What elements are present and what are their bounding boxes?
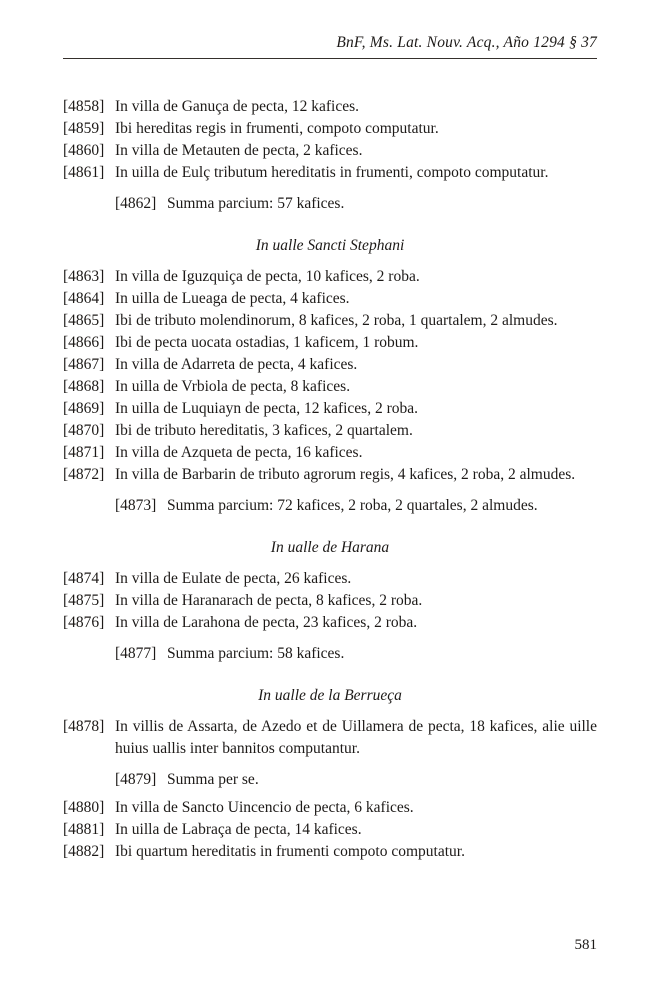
entry-text: In villa de Adarreta de pecta, 4 kafices. [115,356,358,373]
entry [63,841,597,863]
entry [63,590,597,612]
summa-entry [115,769,597,791]
entry-number: [4859] [63,120,105,137]
section-heading: In ualle de Harana [270,539,390,556]
summa-entry [115,643,597,665]
entry [63,797,597,819]
entry-number: [4878] [63,718,105,735]
entry [63,354,597,376]
entry-text: In villa de Azqueta de pecta, 16 kafices. [115,444,363,461]
entry [63,266,597,288]
entry-number: [4860] [63,142,105,159]
section-heading: In ualle Sancti Stephani [255,237,405,254]
entry-text: Ibi de pecta uocata ostadias, 1 kaficem, 1 robum. [115,334,419,351]
page-body [63,96,597,863]
running-header-text: BnF, Ms. Lat. Nouv. Acq., Año 1294 § 37 [336,34,597,51]
entry-number: [4869] [63,400,105,417]
entry-number: [4880] [63,799,105,816]
entry-text: In villa de Iguzquiça de pecta, 10 kafices, 2 roba. [115,268,420,285]
entry-number: [4879] [115,771,157,788]
entry [63,310,597,332]
entry-number: [4867] [63,356,105,373]
entry-number: [4871] [63,444,105,461]
entry-text: In uilla de Luquiayn de pecta, 12 kafices, 2 roba. [115,400,418,417]
entry-number: [4881] [63,821,105,838]
entry [63,398,597,420]
entry [63,464,597,486]
entry-number: [4873] [115,497,157,514]
entry-number: [4863] [63,268,105,285]
entry [63,96,597,118]
entry [63,568,597,590]
page-number: 581 [574,937,597,953]
summa-entry [115,495,597,517]
entry [63,612,597,634]
entry-text: Summa parcium: 58 kafices. [167,645,345,662]
entry-number: [4864] [63,290,105,307]
entry-text: In villa de Eulate de pecta, 26 kafices. [115,570,352,587]
entry-text: In villa de Ganuça de pecta, 12 kafices. [115,98,360,115]
entry-text: In villa de Haranarach de pecta, 8 kafices, 2 roba. [115,592,423,609]
entry [63,716,597,760]
entry-number: [4874] [63,570,105,587]
section-heading: In ualle de la Berrueça [258,687,402,704]
entry-text: In villa de Larahona de pecta, 23 kafices, 2 roba. [115,614,418,631]
entry-text: In uilla de Labraça de pecta, 14 kafices. [115,821,362,838]
entry [63,162,597,184]
entry [63,118,597,140]
entry-text: Ibi de tributo molendinorum, 8 kafices, 2 roba, 1 quartalem, 2 almudes. [115,312,558,329]
entry [63,420,597,442]
entry-text: Ibi quartum hereditatis in frumenti compoto computatur. [115,843,465,860]
entry [63,140,597,162]
summa-entry [115,193,597,215]
entry-number: [4877] [115,645,157,662]
entry-text: In villa de Barbarin de tributo agrorum regis, 4 kafices, 2 roba, 2 almudes. [115,466,576,483]
entry [63,442,597,464]
entry-text: In uilla de Vrbiola de pecta, 8 kafices. [115,378,351,395]
entry-text: Ibi de tributo hereditatis, 3 kafices, 2 quartalem. [115,422,413,439]
entry-text: Ibi hereditas regis in frumenti, compoto computatur. [115,120,439,137]
entry-number: [4858] [63,98,105,115]
entry-number: [4872] [63,466,105,483]
entry [63,288,597,310]
entry-number: [4861] [63,164,105,181]
entry-number: [4865] [63,312,105,329]
entry [63,819,597,841]
entry-number: [4876] [63,614,105,631]
entry [63,332,597,354]
entry-text: In villa de Metauten de pecta, 2 kafices. [115,142,363,159]
running-header [63,33,597,59]
entry-number: [4882] [63,843,105,860]
entry-number: [4868] [63,378,105,395]
entry-text: Summa per se. [167,771,259,788]
entry-text: In uilla de Eulç tributum hereditatis in frumenti, compoto computatur. [115,164,549,181]
entry-text: In villis de Assarta, de Azedo et de Uillamera de pecta, 18 kafices, alie uille huius uallis inter bannitos computantur. [115,718,597,757]
entry-number: [4866] [63,334,105,351]
entry-number: [4875] [63,592,105,609]
entry-number: [4870] [63,422,105,439]
entry-text: In villa de Sancto Uincencio de pecta, 6 kafices. [115,799,414,816]
entry-text: Summa parcium: 72 kafices, 2 roba, 2 quartales, 2 almudes. [167,497,538,514]
entry-text: Summa parcium: 57 kafices. [167,195,345,212]
entry-number: [4862] [115,195,157,212]
entry [63,376,597,398]
entry-text: In uilla de Lueaga de pecta, 4 kafices. [115,290,350,307]
